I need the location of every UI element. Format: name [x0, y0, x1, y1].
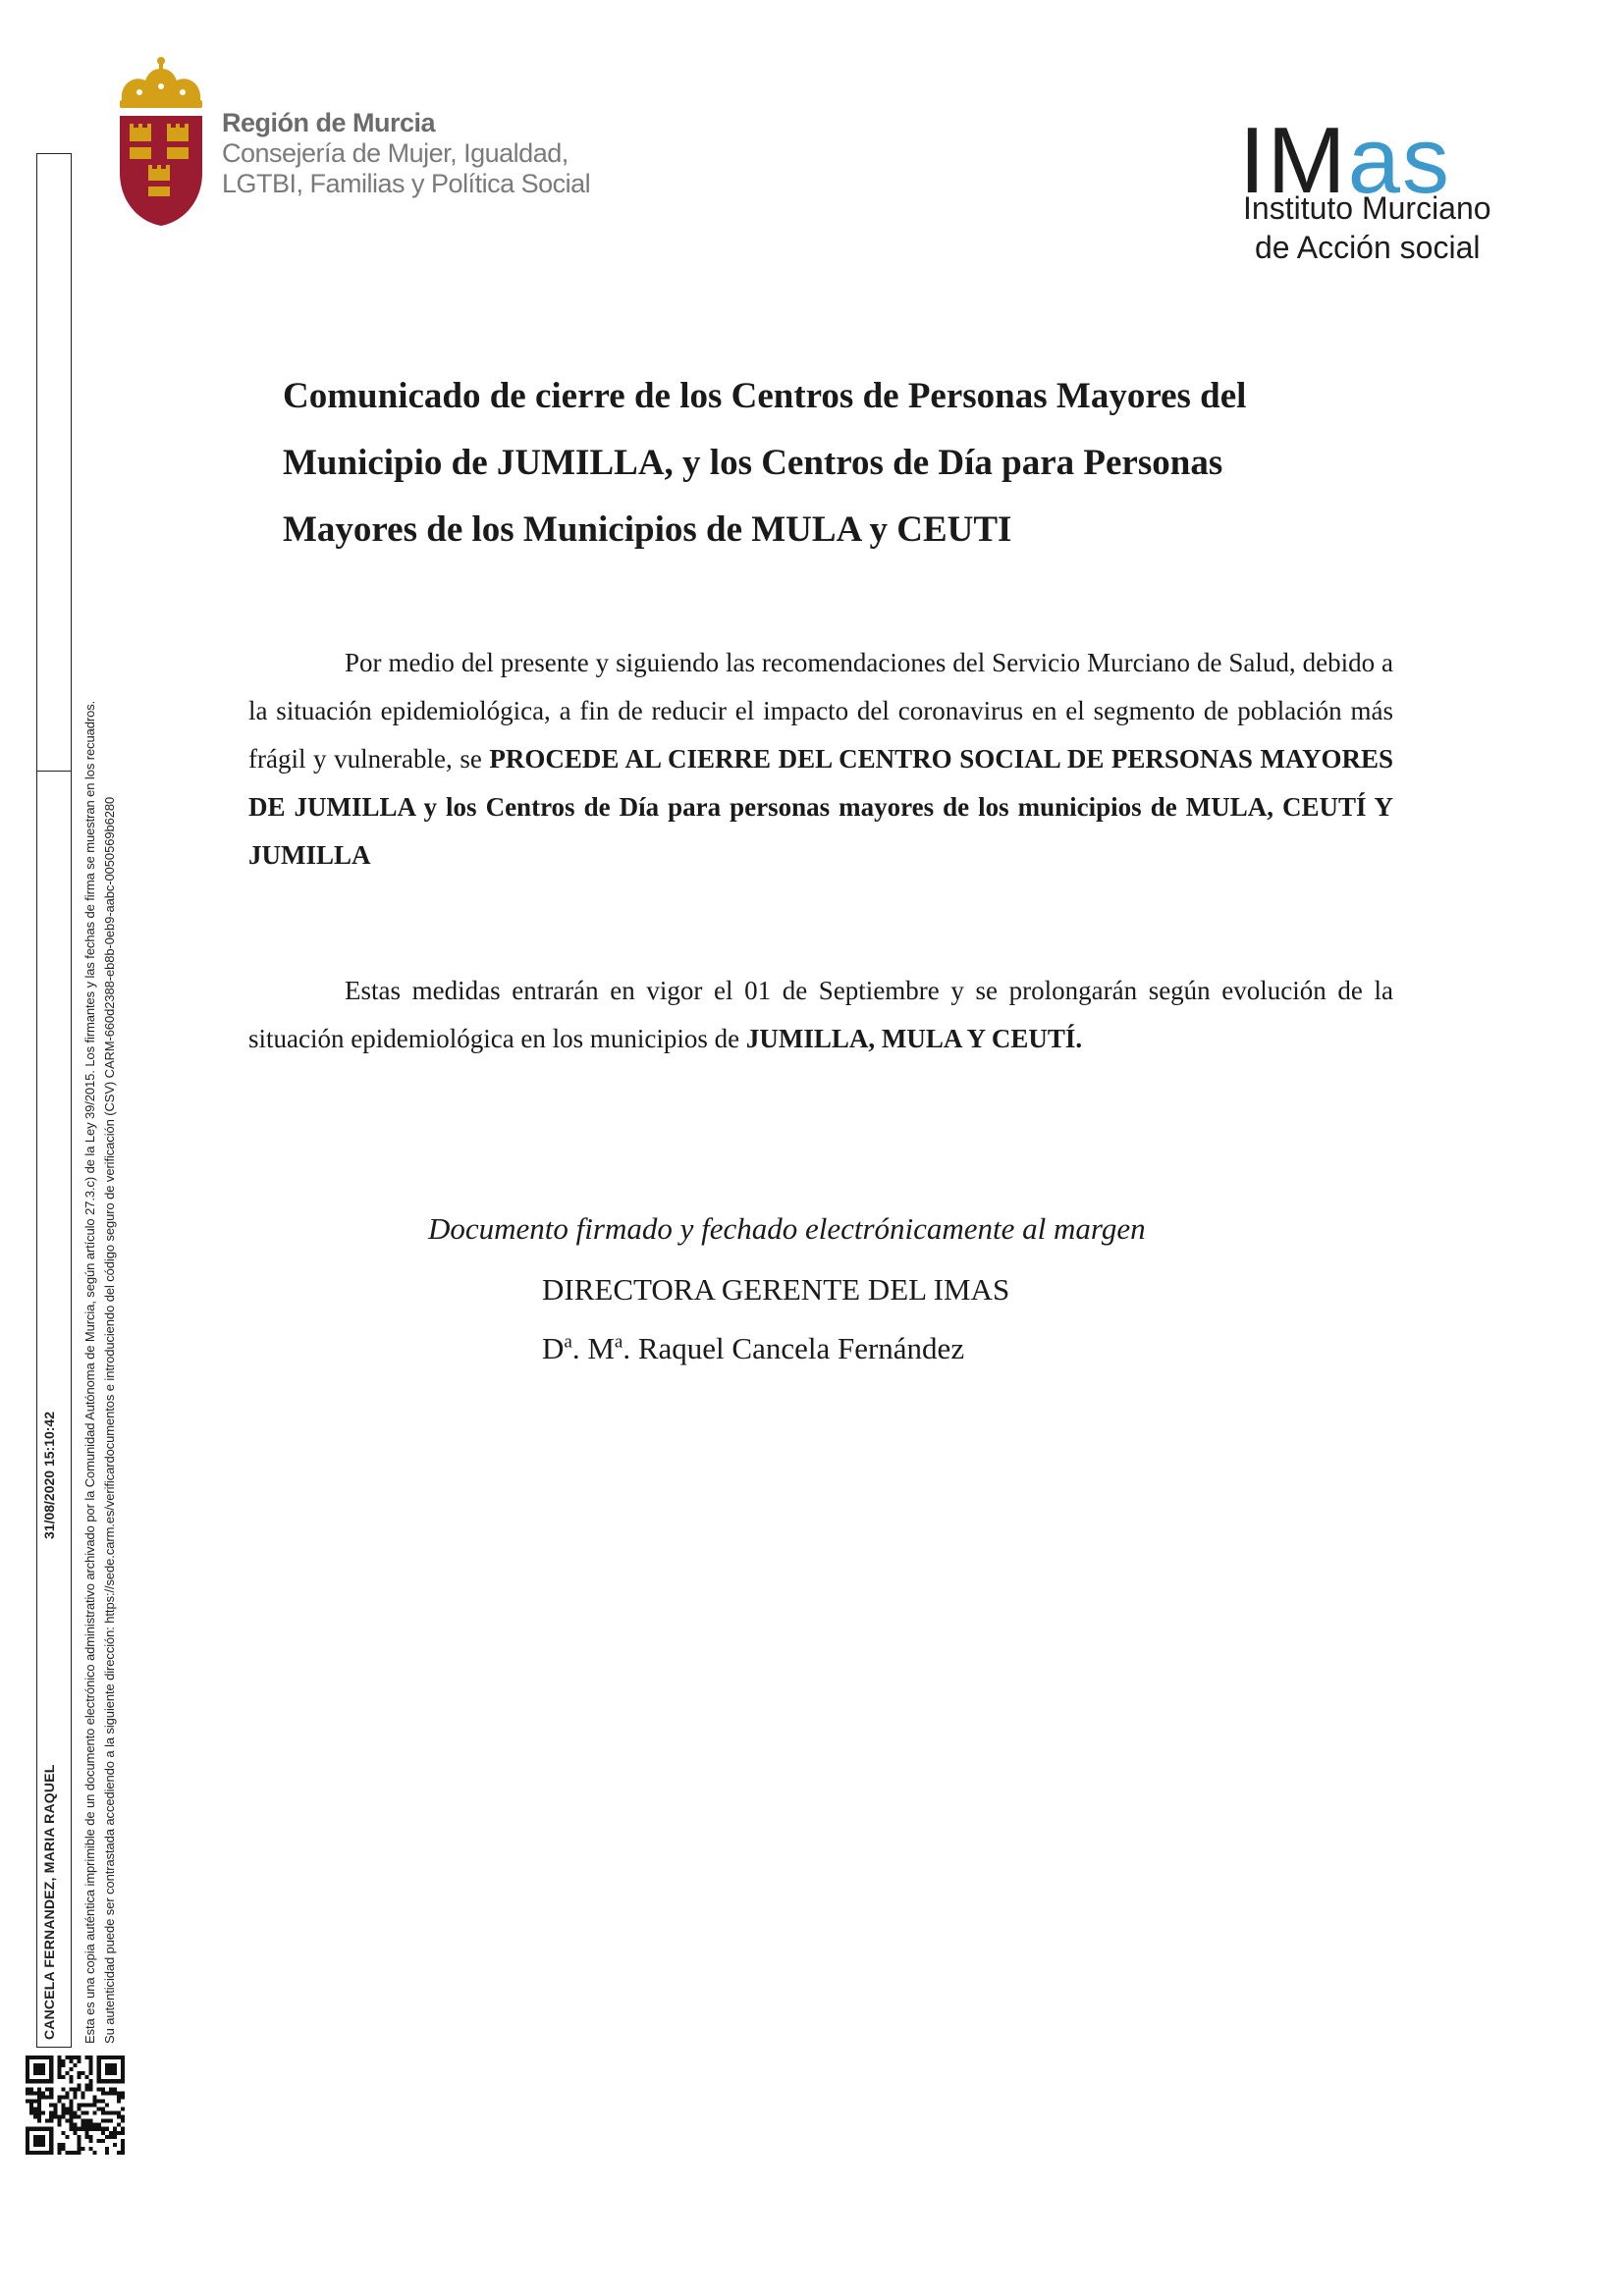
signature-note: Documento firmado y fechado electrónicamente al margen — [428, 1211, 1146, 1246]
region-department-line1: Consejería de Mujer, Igualdad, — [222, 138, 568, 168]
imas-subtitle-line2: de Acción social — [1255, 230, 1481, 265]
region-murcia-logo — [116, 55, 591, 232]
document-title — [283, 363, 1382, 563]
region-department-line2: LGTBI, Familias y Política Social — [222, 169, 591, 198]
body-paragraph-1 — [248, 639, 1393, 880]
signature-name-d: D — [542, 1331, 565, 1365]
margin-legal-text-2: Su autenticidad puede ser contrastada accediendo a la siguiente dirección: https://sede.carm.es/verificardocumentos e introduciendo del código seguro de verificación (CSV) CARM-660d2388-eb8b-0eb9-aabc-0050569b6280 — [102, 796, 117, 2044]
paragraph-2-text: Estas medidas entrarán en vigor el 01 de Septiembre y se prolongarán según evolución de la situación epidemiológica en los municipios de — [248, 976, 1393, 1053]
region-murcia-text — [222, 108, 590, 199]
imas-wordmark-blue: as — [1347, 108, 1452, 213]
imas-subtitle-line1: Instituto Murciano — [1243, 190, 1491, 226]
margin-signature-date: 31/08/2020 15:10:42 — [41, 1412, 57, 1539]
paragraph-2-bold: JUMILLA, MULA Y CEUTÍ. — [745, 1024, 1083, 1053]
imas-logo — [1239, 108, 1534, 265]
signature-name — [542, 1331, 964, 1366]
signature-name-m-sup: a — [614, 1331, 623, 1353]
paragraph-1-bold: PROCEDE AL CIERRE DEL CENTRO SOCIAL DE PERSONAS MAYORES DE JUMILLA y los Centros de Día para personas mayores de los municipios de MULA, CEUTÍ Y JUMILLA — [248, 744, 1394, 870]
signature-name-rest: . Raquel Cancela Fernández — [623, 1331, 965, 1365]
margin-signer-name: CANCELA FERNANDEZ, MARIA RAQUEL — [41, 1764, 57, 2040]
title-line-1: Comunicado de cierre de los Centros de Personas Mayores del — [283, 376, 1247, 416]
region-murcia-crest-icon — [116, 55, 206, 228]
title-line-3: Mayores de los Municipios de MULA y CEUTI — [283, 509, 1012, 550]
signature-name-d-sup: a — [564, 1331, 572, 1353]
qr-code-icon — [26, 2056, 125, 2155]
title-line-2: Municipio de JUMILLA, y los Centros de Día para Personas — [283, 443, 1223, 483]
region-name: Región de Murcia — [222, 108, 436, 137]
imas-wordmark-dark: IM — [1239, 108, 1348, 213]
body-paragraph-2 — [248, 967, 1393, 1063]
paragraph-1-text: Por medio del presente y siguiendo las recomendaciones del Servicio Murciano de Salud, debido a la situación epidemiológica, a fin de reducir el impacto del coronavirus en el segmento de población más frágil y vulnerable, se — [248, 648, 1393, 774]
margin-divider — [37, 771, 71, 772]
margin-legal-text-1: Esta es una copia auténtica imprimible de un documento electrónico administrativo archivado por la Comunidad Autónoma de Murcia, según artículo 27.3.c) de la Ley 39/2015. Los firmantes y las fechas de firma se muestran en los recuadros. — [82, 700, 97, 2044]
signature-role: DIRECTORA GERENTE DEL IMAS — [542, 1272, 1010, 1307]
imas-subtitle — [1243, 188, 1491, 267]
signature-name-m: . M — [571, 1331, 615, 1365]
